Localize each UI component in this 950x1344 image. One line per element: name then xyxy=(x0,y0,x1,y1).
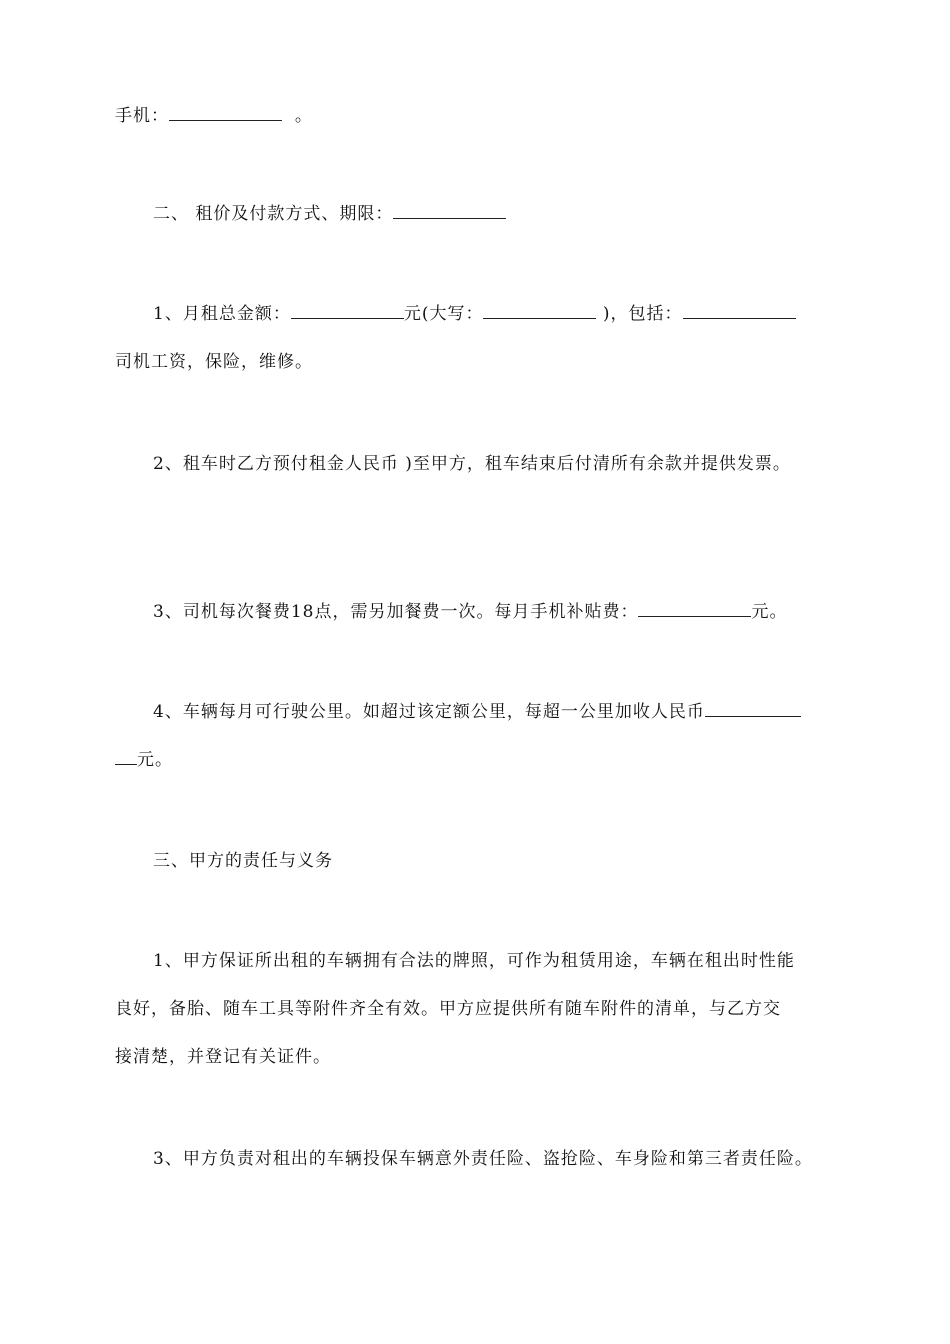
item1-label: 1、月租总金额： xyxy=(153,304,291,324)
item1-line2 xyxy=(115,350,313,374)
section2-heading-text: 二、 租价及付款方式、期限： xyxy=(153,204,394,224)
item4-unit: 元。 xyxy=(137,750,173,770)
item1-line1 xyxy=(153,302,796,326)
phone-label: 手机： xyxy=(115,106,169,126)
section2-heading xyxy=(153,202,506,226)
s3-item3-line xyxy=(153,1147,813,1171)
s3-item1-line2 xyxy=(115,997,781,1021)
phone-end: 。 xyxy=(294,106,313,126)
item4-line1 xyxy=(153,700,801,724)
item2-text: 2、租车时乙方预付租金人民币 )至甲方，租车结束后付清所有余款并提供发票。 xyxy=(153,454,791,474)
monthly-total-capital-blank[interactable] xyxy=(483,302,596,319)
s3-item1-line3 xyxy=(115,1045,331,1069)
include-blank[interactable] xyxy=(683,302,796,319)
item1-include-text: 司机工资，保险，维修。 xyxy=(115,352,313,372)
section3-heading xyxy=(153,849,333,873)
monthly-total-blank[interactable] xyxy=(291,302,404,319)
extra-km-fee-blank[interactable] xyxy=(705,700,801,717)
item3-line xyxy=(153,600,787,624)
item2-line xyxy=(153,452,791,476)
item4-line2 xyxy=(115,748,173,772)
s3-item1-line1 xyxy=(153,949,795,973)
s3-item1-text-3: 接清楚，并登记有关证件。 xyxy=(115,1047,331,1067)
section3-heading-text: 三、甲方的责任与义务 xyxy=(153,851,333,871)
item1-capital-label: 元(大写： xyxy=(403,304,484,324)
item4-text: 4、车辆每月可行驶公里。如超过该定额公里，每超一公里加收人民币 xyxy=(153,702,705,722)
extra-km-fee-blank-cont[interactable] xyxy=(115,748,137,765)
s3-item1-text-1: 1、甲方保证所出租的车辆拥有合法的牌照，可作为租赁用途，车辆在租出时性能 xyxy=(153,951,795,971)
item1-include-label: )，包括： xyxy=(602,304,683,324)
phone-line xyxy=(115,104,313,128)
phone-allowance-blank[interactable] xyxy=(638,600,751,617)
section2-term-blank[interactable] xyxy=(393,202,506,219)
phone-blank[interactable] xyxy=(169,104,282,121)
item3-unit: 元。 xyxy=(751,602,788,622)
s3-item3-text: 3、甲方负责对租出的车辆投保车辆意外责任险、盗抢险、车身险和第三者责任险。 xyxy=(153,1149,813,1169)
item3-text: 3、司机每次餐费18点，需另加餐费一次。每月手机补贴费： xyxy=(153,602,639,622)
s3-item1-text-2: 良好，备胎、随车工具等附件齐全有效。甲方应提供所有随车附件的清单，与乙方交 xyxy=(115,999,781,1019)
